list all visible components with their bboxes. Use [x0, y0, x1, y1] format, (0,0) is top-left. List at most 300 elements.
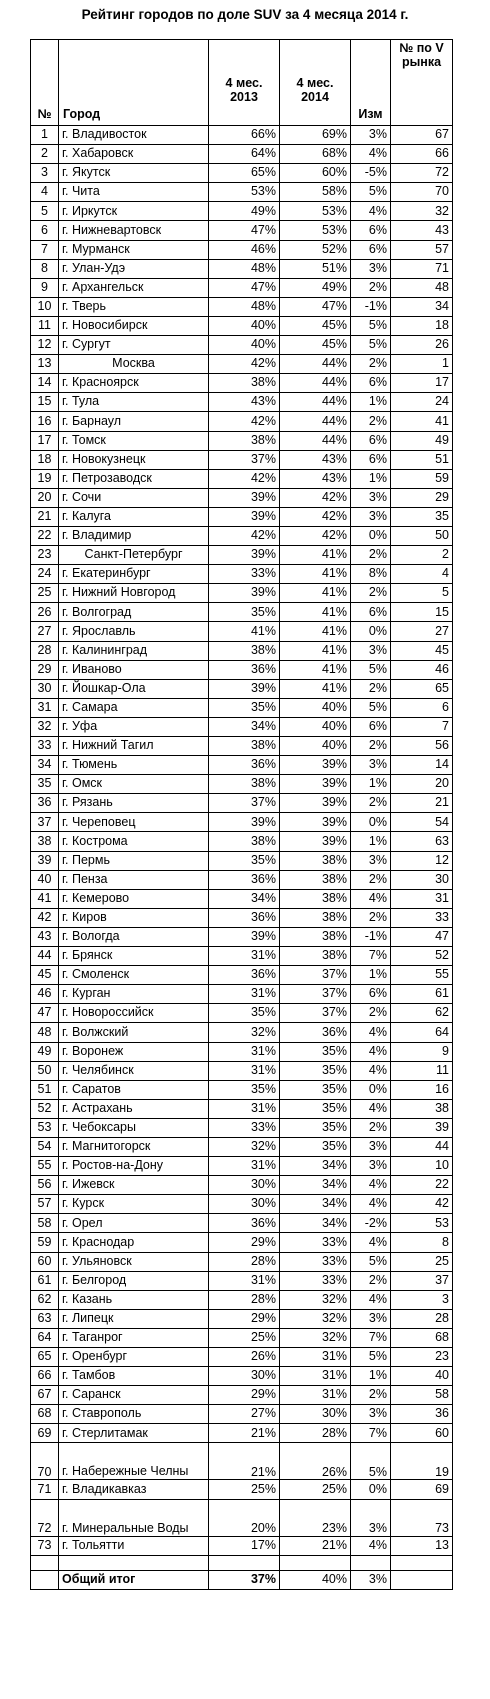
row-market-rank: 5 [391, 584, 453, 603]
spacer-cell [351, 1555, 391, 1570]
row-2014: 35% [280, 1099, 351, 1118]
table-row [31, 546, 453, 565]
row-num: 54 [31, 1137, 59, 1156]
row-city: г. Таганрог [59, 1328, 209, 1347]
row-num: 12 [31, 336, 59, 355]
row-num: 36 [31, 794, 59, 813]
row-2014: 33% [280, 1233, 351, 1252]
row-market-rank: 47 [391, 927, 453, 946]
table-row [31, 1118, 453, 1137]
row-num: 5 [31, 202, 59, 221]
row-num: 33 [31, 737, 59, 756]
row-market-rank: 58 [391, 1386, 453, 1405]
row-2014: 34% [280, 1157, 351, 1176]
row-2014: 44% [280, 431, 351, 450]
row-change: 2% [351, 870, 391, 889]
spacer-cell [209, 1555, 280, 1570]
row-num: 18 [31, 450, 59, 469]
row-city: г. Владимир [59, 526, 209, 545]
row-2014: 45% [280, 336, 351, 355]
table-row [31, 221, 453, 240]
row-city: г. Владивосток [59, 126, 209, 145]
row-city: г. Курган [59, 985, 209, 1004]
row-market-rank: 52 [391, 947, 453, 966]
row-market-rank: 22 [391, 1176, 453, 1195]
total-change: 3% [351, 1570, 391, 1589]
row-num: 19 [31, 469, 59, 488]
row-2013: 31% [209, 1061, 280, 1080]
row-city: г. Киров [59, 908, 209, 927]
row-2013: 42% [209, 412, 280, 431]
row-change: 4% [351, 145, 391, 164]
row-change: 6% [351, 603, 391, 622]
row-2014: 41% [280, 546, 351, 565]
row-market-rank: 67 [391, 126, 453, 145]
row-change: -1% [351, 927, 391, 946]
row-city: г. Омск [59, 775, 209, 794]
row-2014: 33% [280, 1271, 351, 1290]
row-num: 55 [31, 1157, 59, 1176]
row-city: г. Якутск [59, 164, 209, 183]
row-change: 0% [351, 526, 391, 545]
row-num: 65 [31, 1348, 59, 1367]
table-row [31, 1386, 453, 1405]
row-city: г. Пермь [59, 851, 209, 870]
row-change: 0% [351, 1080, 391, 1099]
row-city: г. Ростов-на-Дону [59, 1157, 209, 1176]
spacer-cell [391, 1555, 453, 1570]
row-num: 30 [31, 679, 59, 698]
row-num: 16 [31, 412, 59, 431]
row-market-rank: 61 [391, 985, 453, 1004]
row-num: 40 [31, 870, 59, 889]
row-city: г. Смоленск [59, 966, 209, 985]
table-row [31, 794, 453, 813]
row-city: Санкт-Петербург [59, 546, 209, 565]
row-change: 4% [351, 889, 391, 908]
table-row [31, 1443, 453, 1480]
row-2013: 29% [209, 1386, 280, 1405]
row-num: 68 [31, 1405, 59, 1424]
row-change: 4% [351, 1061, 391, 1080]
table-row [31, 679, 453, 698]
table-row [31, 450, 453, 469]
row-market-rank: 29 [391, 488, 453, 507]
row-2014: 39% [280, 832, 351, 851]
table-row [31, 469, 453, 488]
row-market-rank: 10 [391, 1157, 453, 1176]
row-change: 6% [351, 374, 391, 393]
row-2014: 33% [280, 1252, 351, 1271]
row-city: г. Калуга [59, 507, 209, 526]
row-market-rank: 8 [391, 1233, 453, 1252]
total-num [31, 1570, 59, 1589]
table-row [31, 851, 453, 870]
row-city: г. Тамбов [59, 1367, 209, 1386]
row-num: 61 [31, 1271, 59, 1290]
row-city: г. Тольятти [59, 1536, 209, 1555]
row-market-rank: 33 [391, 908, 453, 927]
row-2013: 35% [209, 698, 280, 717]
table-row [31, 1042, 453, 1061]
row-2013: 48% [209, 259, 280, 278]
row-num: 15 [31, 393, 59, 412]
row-num: 57 [31, 1195, 59, 1214]
row-change: 2% [351, 908, 391, 927]
row-num: 27 [31, 622, 59, 641]
row-change: 4% [351, 1176, 391, 1195]
row-2014: 31% [280, 1367, 351, 1386]
row-market-rank: 18 [391, 316, 453, 335]
row-num: 66 [31, 1367, 59, 1386]
row-change: 6% [351, 240, 391, 259]
row-2013: 30% [209, 1195, 280, 1214]
spacer-row [31, 1555, 453, 1570]
row-city: Москва [59, 355, 209, 374]
table-row [31, 1348, 453, 1367]
row-2014: 60% [280, 164, 351, 183]
header-change: Изм [351, 40, 391, 126]
row-num: 11 [31, 316, 59, 335]
row-city: г. Владикавказ [59, 1480, 209, 1499]
table-row [31, 1271, 453, 1290]
row-change: -1% [351, 297, 391, 316]
row-city: г. Стерлитамак [59, 1424, 209, 1443]
row-2013: 36% [209, 870, 280, 889]
row-2013: 35% [209, 1080, 280, 1099]
row-2013: 32% [209, 1137, 280, 1156]
row-2014: 35% [280, 1118, 351, 1137]
row-change: 0% [351, 813, 391, 832]
row-change: 2% [351, 412, 391, 431]
row-2013: 21% [209, 1424, 280, 1443]
row-2013: 41% [209, 622, 280, 641]
table-row [31, 336, 453, 355]
row-2013: 39% [209, 507, 280, 526]
row-num: 14 [31, 374, 59, 393]
row-change: 2% [351, 355, 391, 374]
table-row [31, 259, 453, 278]
row-2013: 31% [209, 1099, 280, 1118]
row-2013: 25% [209, 1480, 280, 1499]
row-city: г. Уфа [59, 717, 209, 736]
row-2013: 27% [209, 1405, 280, 1424]
table-row [31, 164, 453, 183]
row-market-rank: 21 [391, 794, 453, 813]
row-city: г. Нижневартовск [59, 221, 209, 240]
row-city: г. Тюмень [59, 756, 209, 775]
row-num: 8 [31, 259, 59, 278]
row-num: 41 [31, 889, 59, 908]
row-market-rank: 57 [391, 240, 453, 259]
table-row [31, 355, 453, 374]
row-2013: 35% [209, 603, 280, 622]
row-change: 3% [351, 507, 391, 526]
row-2014: 40% [280, 698, 351, 717]
row-2014: 43% [280, 450, 351, 469]
row-change: 3% [351, 126, 391, 145]
row-2014: 41% [280, 641, 351, 660]
row-num: 59 [31, 1233, 59, 1252]
row-city: г. Волжский [59, 1023, 209, 1042]
row-2014: 35% [280, 1061, 351, 1080]
row-market-rank: 7 [391, 717, 453, 736]
row-2014: 58% [280, 183, 351, 202]
row-city: г. Тверь [59, 297, 209, 316]
row-change: 7% [351, 947, 391, 966]
row-num: 71 [31, 1480, 59, 1499]
row-num: 35 [31, 775, 59, 794]
row-2014: 37% [280, 1004, 351, 1023]
row-change: 1% [351, 469, 391, 488]
row-2013: 31% [209, 947, 280, 966]
row-market-rank: 12 [391, 851, 453, 870]
table-row [31, 1367, 453, 1386]
table-row [31, 775, 453, 794]
row-city: г. Красноярск [59, 374, 209, 393]
row-market-rank: 27 [391, 622, 453, 641]
row-2013: 38% [209, 374, 280, 393]
total-row [31, 1570, 453, 1589]
row-city: г. Кемерово [59, 889, 209, 908]
row-2013: 64% [209, 145, 280, 164]
table-row [31, 870, 453, 889]
row-change: 2% [351, 1271, 391, 1290]
row-city: г. Сургут [59, 336, 209, 355]
row-change: 2% [351, 1386, 391, 1405]
row-2013: 38% [209, 775, 280, 794]
row-num: 6 [31, 221, 59, 240]
table-row [31, 622, 453, 641]
row-change: 4% [351, 1290, 391, 1309]
row-change: 6% [351, 431, 391, 450]
row-2014: 40% [280, 737, 351, 756]
row-2014: 28% [280, 1424, 351, 1443]
row-market-rank: 40 [391, 1367, 453, 1386]
row-market-rank: 73 [391, 1499, 453, 1536]
row-market-rank: 72 [391, 164, 453, 183]
row-city: г. Барнаул [59, 412, 209, 431]
row-change: 3% [351, 851, 391, 870]
row-change: 0% [351, 1480, 391, 1499]
row-market-rank: 25 [391, 1252, 453, 1271]
row-change: 7% [351, 1328, 391, 1347]
row-num: 50 [31, 1061, 59, 1080]
row-change: 6% [351, 717, 391, 736]
row-2013: 36% [209, 1214, 280, 1233]
row-2013: 30% [209, 1176, 280, 1195]
row-market-rank: 64 [391, 1023, 453, 1042]
row-change: 5% [351, 660, 391, 679]
row-2014: 35% [280, 1042, 351, 1061]
row-2014: 52% [280, 240, 351, 259]
row-2014: 37% [280, 966, 351, 985]
row-num: 53 [31, 1118, 59, 1137]
row-city: г. Вологда [59, 927, 209, 946]
header-market-rank: № по V рынка [391, 40, 453, 126]
row-2014: 39% [280, 813, 351, 832]
table-row [31, 1176, 453, 1195]
row-market-rank: 32 [391, 202, 453, 221]
table-row [31, 565, 453, 584]
row-market-rank: 39 [391, 1118, 453, 1137]
row-market-rank: 9 [391, 1042, 453, 1061]
row-2014: 35% [280, 1080, 351, 1099]
row-2014: 38% [280, 908, 351, 927]
row-city: г. Мурманск [59, 240, 209, 259]
table-row [31, 1080, 453, 1099]
row-2014: 23% [280, 1499, 351, 1536]
row-2013: 30% [209, 1367, 280, 1386]
table-row [31, 1233, 453, 1252]
row-market-rank: 1 [391, 355, 453, 374]
row-2013: 39% [209, 679, 280, 698]
row-2014: 49% [280, 278, 351, 297]
row-num: 42 [31, 908, 59, 927]
row-city: г. Чита [59, 183, 209, 202]
row-market-rank: 65 [391, 679, 453, 698]
table-row [31, 966, 453, 985]
row-market-rank: 53 [391, 1214, 453, 1233]
row-2013: 33% [209, 565, 280, 584]
row-2013: 36% [209, 756, 280, 775]
row-city: г. Архангельск [59, 278, 209, 297]
row-market-rank: 26 [391, 336, 453, 355]
table-row [31, 641, 453, 660]
row-change: 3% [351, 641, 391, 660]
row-2014: 44% [280, 355, 351, 374]
row-num: 44 [31, 947, 59, 966]
row-market-rank: 42 [391, 1195, 453, 1214]
row-city: г. Нижний Новгород [59, 584, 209, 603]
row-city: г. Ульяновск [59, 1252, 209, 1271]
row-market-rank: 36 [391, 1405, 453, 1424]
row-city: г. Йошкар-Ола [59, 679, 209, 698]
row-city: г. Саранск [59, 1386, 209, 1405]
row-num: 48 [31, 1023, 59, 1042]
table-row [31, 908, 453, 927]
row-market-rank: 69 [391, 1480, 453, 1499]
row-2013: 20% [209, 1499, 280, 1536]
row-2013: 33% [209, 1118, 280, 1137]
table-row [31, 1004, 453, 1023]
row-city: г. Орел [59, 1214, 209, 1233]
row-2013: 53% [209, 183, 280, 202]
table-row [31, 584, 453, 603]
row-change: 3% [351, 259, 391, 278]
table-row [31, 297, 453, 316]
row-2013: 43% [209, 393, 280, 412]
row-change: -2% [351, 1214, 391, 1233]
row-change: 5% [351, 1443, 391, 1480]
row-2013: 21% [209, 1443, 280, 1480]
row-city: г. Казань [59, 1290, 209, 1309]
row-city: г. Тула [59, 393, 209, 412]
row-2014: 44% [280, 393, 351, 412]
row-change: 1% [351, 1367, 391, 1386]
header-num: № [31, 40, 59, 126]
row-city: г. Кострома [59, 832, 209, 851]
row-change: 3% [351, 1405, 391, 1424]
row-market-rank: 50 [391, 526, 453, 545]
row-city: г. Петрозаводск [59, 469, 209, 488]
row-change: 5% [351, 336, 391, 355]
row-2014: 69% [280, 126, 351, 145]
row-num: 72 [31, 1499, 59, 1536]
table-row [31, 832, 453, 851]
table-header [31, 40, 453, 126]
row-2013: 36% [209, 908, 280, 927]
table-row [31, 393, 453, 412]
row-change: 3% [351, 1499, 391, 1536]
row-city: г. Челябинск [59, 1061, 209, 1080]
row-city: г. Магнитогорск [59, 1137, 209, 1156]
row-num: 37 [31, 813, 59, 832]
row-city: г. Волгоград [59, 603, 209, 622]
row-market-rank: 49 [391, 431, 453, 450]
row-num: 24 [31, 565, 59, 584]
row-num: 73 [31, 1536, 59, 1555]
row-city: г. Череповец [59, 813, 209, 832]
row-market-rank: 63 [391, 832, 453, 851]
row-num: 3 [31, 164, 59, 183]
row-num: 26 [31, 603, 59, 622]
row-num: 47 [31, 1004, 59, 1023]
row-city: г. Пенза [59, 870, 209, 889]
row-market-rank: 48 [391, 278, 453, 297]
row-change: 6% [351, 450, 391, 469]
row-change: 2% [351, 794, 391, 813]
spacer-cell [59, 1555, 209, 1570]
table-row [31, 183, 453, 202]
row-2013: 37% [209, 450, 280, 469]
row-2014: 44% [280, 412, 351, 431]
row-2014: 43% [280, 469, 351, 488]
row-2014: 36% [280, 1023, 351, 1042]
row-city: г. Астрахань [59, 1099, 209, 1118]
row-2013: 48% [209, 297, 280, 316]
table-row [31, 202, 453, 221]
table-row [31, 1480, 453, 1499]
row-num: 63 [31, 1309, 59, 1328]
row-2013: 39% [209, 488, 280, 507]
row-2013: 31% [209, 985, 280, 1004]
table-row [31, 1499, 453, 1536]
row-change: 5% [351, 1252, 391, 1271]
row-change: 5% [351, 183, 391, 202]
table-row [31, 412, 453, 431]
row-num: 43 [31, 927, 59, 946]
row-market-rank: 4 [391, 565, 453, 584]
row-change: 2% [351, 679, 391, 698]
row-city: г. Курск [59, 1195, 209, 1214]
row-change: 4% [351, 1536, 391, 1555]
row-city: г. Краснодар [59, 1233, 209, 1252]
table-row [31, 1099, 453, 1118]
row-2013: 29% [209, 1233, 280, 1252]
row-2013: 37% [209, 794, 280, 813]
row-2013: 39% [209, 813, 280, 832]
row-2013: 42% [209, 355, 280, 374]
row-market-rank: 20 [391, 775, 453, 794]
row-2013: 38% [209, 832, 280, 851]
row-num: 67 [31, 1386, 59, 1405]
table-row [31, 374, 453, 393]
table-row [31, 985, 453, 1004]
row-change: 2% [351, 1118, 391, 1137]
row-market-rank: 45 [391, 641, 453, 660]
row-2014: 32% [280, 1290, 351, 1309]
